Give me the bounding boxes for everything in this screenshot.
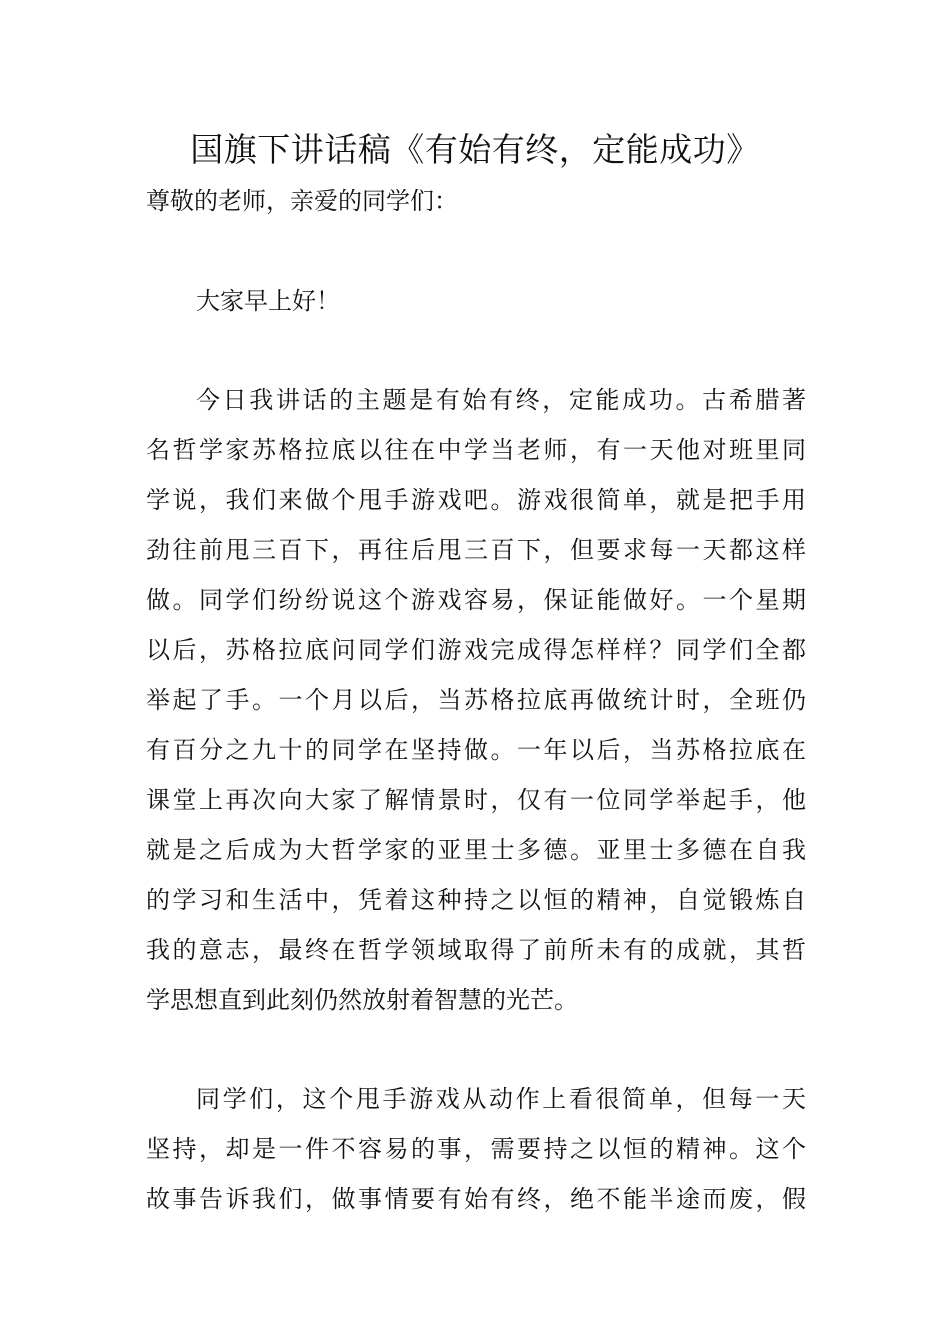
paragraph-line: 同学们，这个甩手游戏从动作上看很简单，但每一天	[196, 1085, 806, 1113]
paragraph-line: 故事告诉我们，做事情要有始有终，绝不能半途而废，假	[146, 1185, 806, 1213]
paragraph-line: 以后，苏格拉底问同学们游戏完成得怎样样？同学们全都	[146, 636, 806, 664]
greeting: 大家早上好！	[196, 287, 340, 315]
paragraph-line: 有百分之九十的同学在坚持做。一年以后，当苏格拉底在	[146, 736, 806, 764]
paragraph-line: 我的意志，最终在哲学领域取得了前所未有的成就，其哲	[146, 936, 806, 964]
paragraph-line: 做。同学们纷纷说这个游戏容易，保证能做好。一个星期	[146, 586, 806, 614]
paragraph-line: 名哲学家苏格拉底以往在中学当老师，有一天他对班里同	[146, 436, 806, 464]
paragraph-line: 的学习和生活中，凭着这种持之以恒的精神，自觉锻炼自	[146, 886, 806, 914]
body-paragraph-1	[146, 375, 806, 1025]
paragraph-line: 课堂上再次向大家了解情景时，仅有一位同学举起手，他	[146, 786, 806, 814]
paragraph-line: 劲往前甩三百下，再往后甩三百下，但要求每一天都这样	[146, 536, 806, 564]
document-title: 国旗下讲话稿《有始有终，定能成功》	[190, 130, 760, 169]
body-paragraph-2	[146, 1074, 806, 1224]
salutation: 尊敬的老师，亲爱的同学们：	[146, 187, 458, 215]
paragraph-line: 坚持，却是一件不容易的事，需要持之以恒的精神。这个	[146, 1135, 806, 1163]
paragraph-line: 举起了手。一个月以后，当苏格拉底再做统计时，全班仍	[146, 686, 806, 714]
paragraph-line: 学说，我们来做个甩手游戏吧。游戏很简单，就是把手用	[146, 486, 806, 514]
paragraph-line: 今日我讲话的主题是有始有终，定能成功。古希腊著	[196, 386, 806, 414]
paragraph-line: 就是之后成为大哲学家的亚里士多德。亚里士多德在自我	[146, 836, 806, 864]
paragraph-line: 学思想直到此刻仍然放射着智慧的光芒。	[146, 986, 578, 1014]
